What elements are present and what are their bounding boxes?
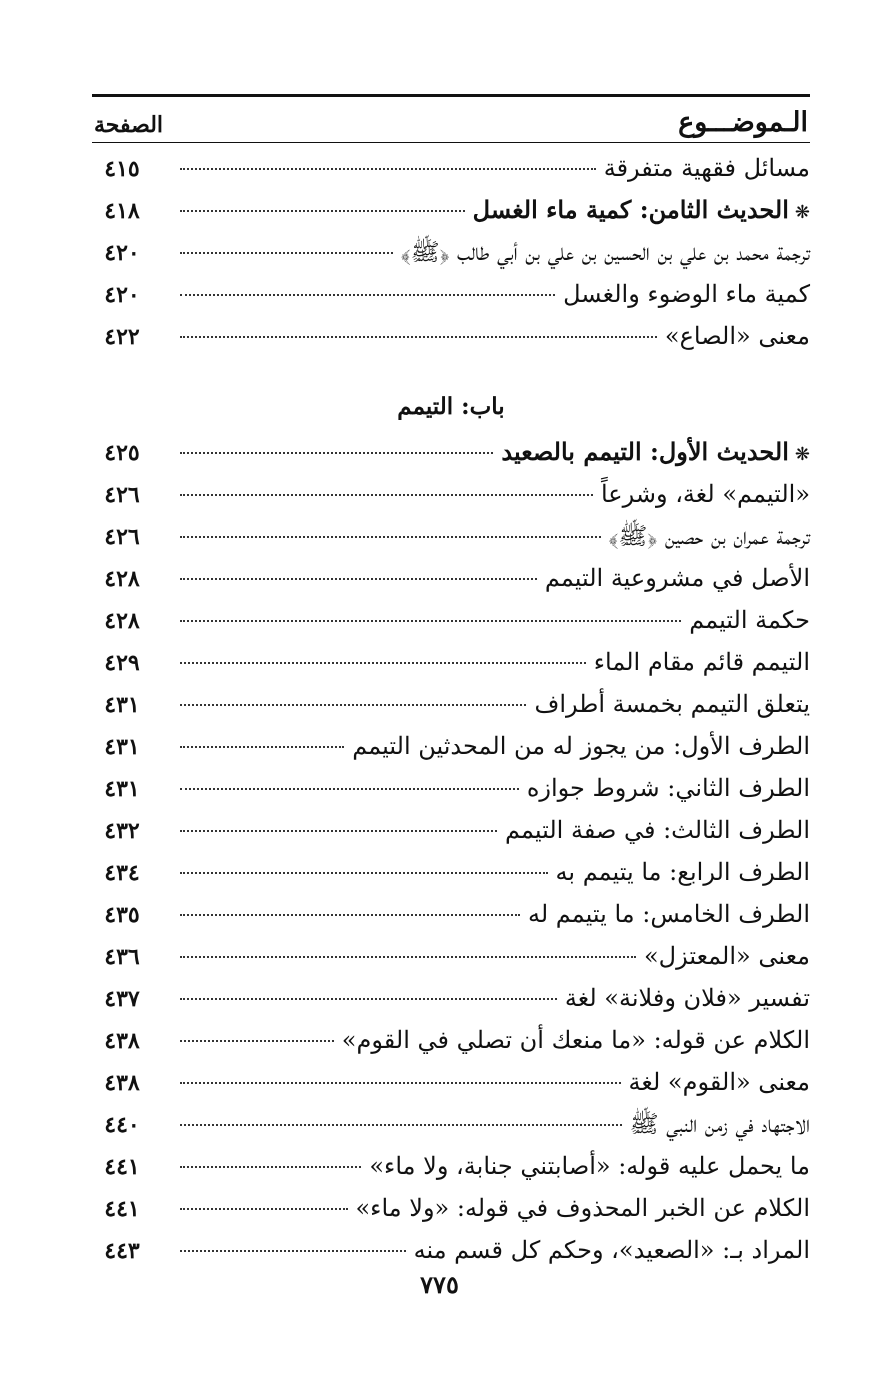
toc-entry[interactable] (92, 977, 810, 1019)
toc-entry[interactable] (92, 1229, 810, 1271)
toc-entry[interactable] (92, 599, 810, 641)
entry-title: معنى «المعتزل» (643, 942, 810, 970)
toc-entry[interactable] (92, 893, 810, 935)
entry-title: ترجمة عمران بن حصين ﴿ﷺ﴾ (608, 522, 810, 550)
entry-title: الكلام عن الخبر المحذوف في قوله: «ولا ماء» (355, 1194, 810, 1222)
entry-title: الطرف الثالث: في صفة التيمم (505, 816, 810, 844)
entry-title: الطرف الرابع: ما يتيمم به (555, 858, 810, 886)
dot-leader (180, 1082, 621, 1084)
dot-leader (180, 788, 519, 790)
dot-leader (180, 998, 557, 1000)
dot-leader (180, 704, 526, 706)
entry-page-number: ٤٤٠ (104, 1112, 140, 1138)
entry-page-number: ٤١٨ (104, 198, 140, 224)
dot-leader (180, 210, 465, 212)
toc-page (92, 94, 810, 1271)
entry-page-number: ٤٢٠ (104, 282, 140, 308)
dot-leader (180, 956, 636, 958)
entry-page-number: ٤٢٠ (104, 240, 140, 266)
toc-entry[interactable] (92, 1103, 810, 1145)
entry-page-number: ٤٣٨ (104, 1070, 140, 1096)
toc-entry[interactable] (92, 1145, 810, 1187)
toc-entry[interactable] (92, 1019, 810, 1061)
dot-leader (180, 252, 393, 254)
entry-page-number: ٤٣٨ (104, 1028, 140, 1054)
toc-entry[interactable] (92, 473, 810, 515)
entry-title: تفسير «فلان وفلانة» لغة (564, 984, 810, 1012)
entry-title: حكمة التيمم (689, 606, 810, 634)
entry-page-number: ٤٤١ (104, 1154, 140, 1180)
entry-title: ترجمة محمد بن علي بن الحسين بن علي بن أبي طالب ﴿ﷺ﴾ (400, 238, 810, 266)
dot-leader (180, 662, 586, 664)
chapter-title: باب: التيمم (397, 393, 505, 420)
toc-entry[interactable] (92, 231, 810, 273)
dot-leader (180, 336, 657, 338)
dot-leader (180, 578, 537, 580)
toc-entry[interactable] (92, 683, 810, 725)
star-bullet-icon: ❋ (794, 202, 810, 223)
entry-title: الاجتهاد في زمن النبي ﷺ (629, 1110, 810, 1138)
entry-title: مسائل فقهية متفرقة (603, 154, 810, 182)
dot-leader (180, 872, 548, 874)
entry-page-number: ٤٣١ (104, 692, 140, 718)
entry-title: الحديث الأول: التيمم بالصعيد (501, 437, 789, 466)
entry-title: الحديث الثامن: كمية ماء الغسل (472, 195, 789, 224)
toc-entry[interactable] (92, 515, 810, 557)
toc-entry[interactable] (92, 1187, 810, 1229)
entry-title: معنى «الصاع» (664, 322, 810, 350)
toc-entry[interactable] (92, 431, 810, 473)
entry-title: الكلام عن قوله: «ما منعك أن تصلي في القوم» (341, 1026, 810, 1054)
entry-page-number: ٤٣٢ (104, 818, 140, 844)
dot-leader (180, 168, 596, 170)
dot-leader (180, 620, 681, 622)
entry-title: «التيمم» لغة، وشرعاً (600, 480, 810, 508)
entry-title: يتعلق التيمم بخمسة أطراف (534, 690, 810, 718)
dot-leader (180, 1124, 622, 1126)
dot-leader (180, 452, 493, 454)
entry-page-number: ٤٣٧ (104, 986, 140, 1012)
toc-entry[interactable] (92, 189, 810, 231)
dot-leader (180, 914, 520, 916)
dot-leader (180, 1040, 334, 1042)
toc-entry[interactable] (92, 1061, 810, 1103)
toc-entry[interactable] (92, 641, 810, 683)
dot-leader (180, 830, 497, 832)
entry-page-number: ٤٢٥ (104, 440, 140, 466)
toc-entry[interactable] (92, 147, 810, 189)
star-bullet-icon: ❋ (794, 444, 810, 465)
dot-leader (180, 536, 601, 538)
entry-title: معنى «القوم» لغة (628, 1068, 810, 1096)
dot-leader (180, 1250, 406, 1252)
entry-page-number: ٤٢٦ (104, 482, 140, 508)
dot-leader (180, 746, 344, 748)
entry-title: الأصل في مشروعية التيمم (544, 564, 810, 592)
toc-entry[interactable] (92, 725, 810, 767)
dot-leader (180, 1208, 348, 1210)
toc-entry[interactable] (92, 809, 810, 851)
entry-title: الطرف الثاني: شروط جوازه (526, 774, 810, 802)
entry-page-number: ٤٢٨ (104, 608, 140, 634)
toc-entry[interactable] (92, 935, 810, 977)
toc-group-2 (92, 431, 810, 1271)
entry-page-number: ٤٢٨ (104, 566, 140, 592)
toc-entry[interactable] (92, 851, 810, 893)
entry-page-number: ٤٣٤ (104, 860, 140, 886)
entry-title: كمية ماء الوضوء والغسل (563, 280, 810, 308)
page-number: ٧٧٥ (420, 1270, 459, 1299)
header-page: الصفحة (94, 112, 164, 138)
entry-page-number: ٤٣٥ (104, 902, 140, 928)
entry-page-number: ٤١٥ (104, 156, 140, 182)
header-topic: الـموضـــوع (678, 107, 808, 138)
section-gap (92, 357, 810, 387)
entry-page-number: ٤٤٣ (104, 1238, 140, 1264)
entry-title: التيمم قائم مقام الماء (593, 648, 810, 676)
entry-page-number: ٤٣١ (104, 776, 140, 802)
entry-page-number: ٤٣١ (104, 734, 140, 760)
toc-entry[interactable] (92, 315, 810, 357)
entry-title: المراد بـ: «الصعيد»، وحكم كل قسم منه (413, 1236, 810, 1264)
dot-leader (180, 294, 555, 296)
dot-leader (180, 1166, 361, 1168)
toc-entry[interactable] (92, 273, 810, 315)
entry-page-number: ٤٤١ (104, 1196, 140, 1222)
entry-title: ما يحمل عليه قوله: «أصابتني جنابة، ولا ماء» (369, 1152, 810, 1180)
entry-page-number: ٤٣٦ (104, 944, 140, 970)
toc-entry[interactable] (92, 557, 810, 599)
dot-leader (180, 494, 593, 496)
entry-page-number: ٤٢٢ (104, 324, 140, 350)
entry-title: الطرف الخامس: ما يتيمم له (528, 900, 810, 928)
entry-title: الطرف الأول: من يجوز له من المحدثين التيمم (352, 732, 810, 760)
entry-page-number: ٤٢٩ (104, 650, 140, 676)
toc-entry[interactable] (92, 767, 810, 809)
entry-page-number: ٤٢٦ (104, 524, 140, 550)
toc-group-1 (92, 147, 810, 357)
toc-header (92, 97, 810, 143)
